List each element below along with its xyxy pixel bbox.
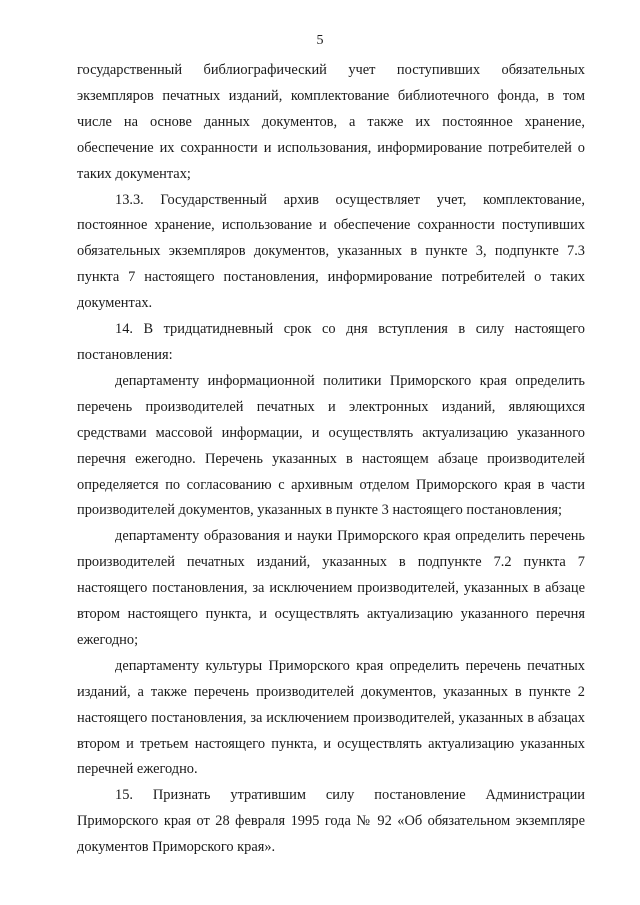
document-body — [77, 58, 585, 861]
paragraph-14-info-policy: департаменту информационной политики Приморского края определить перечень производителей печатных и электронных изданий, являющихся средствами массовой информации, и осуществлять актуализацию указанного перечня ежегодно. Перечень указанных в настоящем абзаце производителей определяется по согласованию с архивным отделом Приморского края в части производителей документов, указанных в пункте 3 настоящего постановления; — [77, 372, 585, 519]
paragraph-14: 14. В тридцатидневный срок со дня вступления в силу настоящего постановления: — [77, 321, 585, 363]
page-number: 5 — [316, 33, 324, 48]
paragraph-14-culture: департаменту культуры Приморского края определить перечень печатных изданий, а также перечень производителей документов, указанных в пункте 2 настоящего постановления, за исключением производителей, указанных в абзацах втором и третьем настоящего пункта, и осуществлять актуализацию указанных перечней ежегодно. — [77, 657, 585, 778]
paragraph-13-3: 13.3. Государственный архив осуществляет учет, комплектование, постоянное хранение, использование и обеспечение сохранности поступивших обязательных экземпляров документов, указанных в пункте 3, подпункте 7.3 пункта 7 настоящего постановления, информирование потребителей о таких документах. — [77, 191, 585, 312]
paragraph-14-education: департаменту образования и науки Приморского края определить перечень производителей печатных изданий, указанных в подпункте 7.2 пункта 7 настоящего постановления, за исключением производителей, указанных в абзаце втором настоящего пункта, и осуществлять актуализацию указанного перечня ежегодно; — [77, 528, 585, 648]
paragraph-continuation: государственный библиографический учет поступивших обязательных экземпляров печатных изданий, комплектование библиотечного фонда, в том числе на основе данных документов, а также их постоянное хранение, обеспечение их сохранности и использования, информирование потребителей о таких документах; — [77, 62, 585, 182]
paragraph-15: 15. Признать утратившим силу постановление Администрации Приморского края от 28 февраля 1995 года № 92 «Об обязательном экземпляре документов Приморского края». — [77, 787, 585, 856]
